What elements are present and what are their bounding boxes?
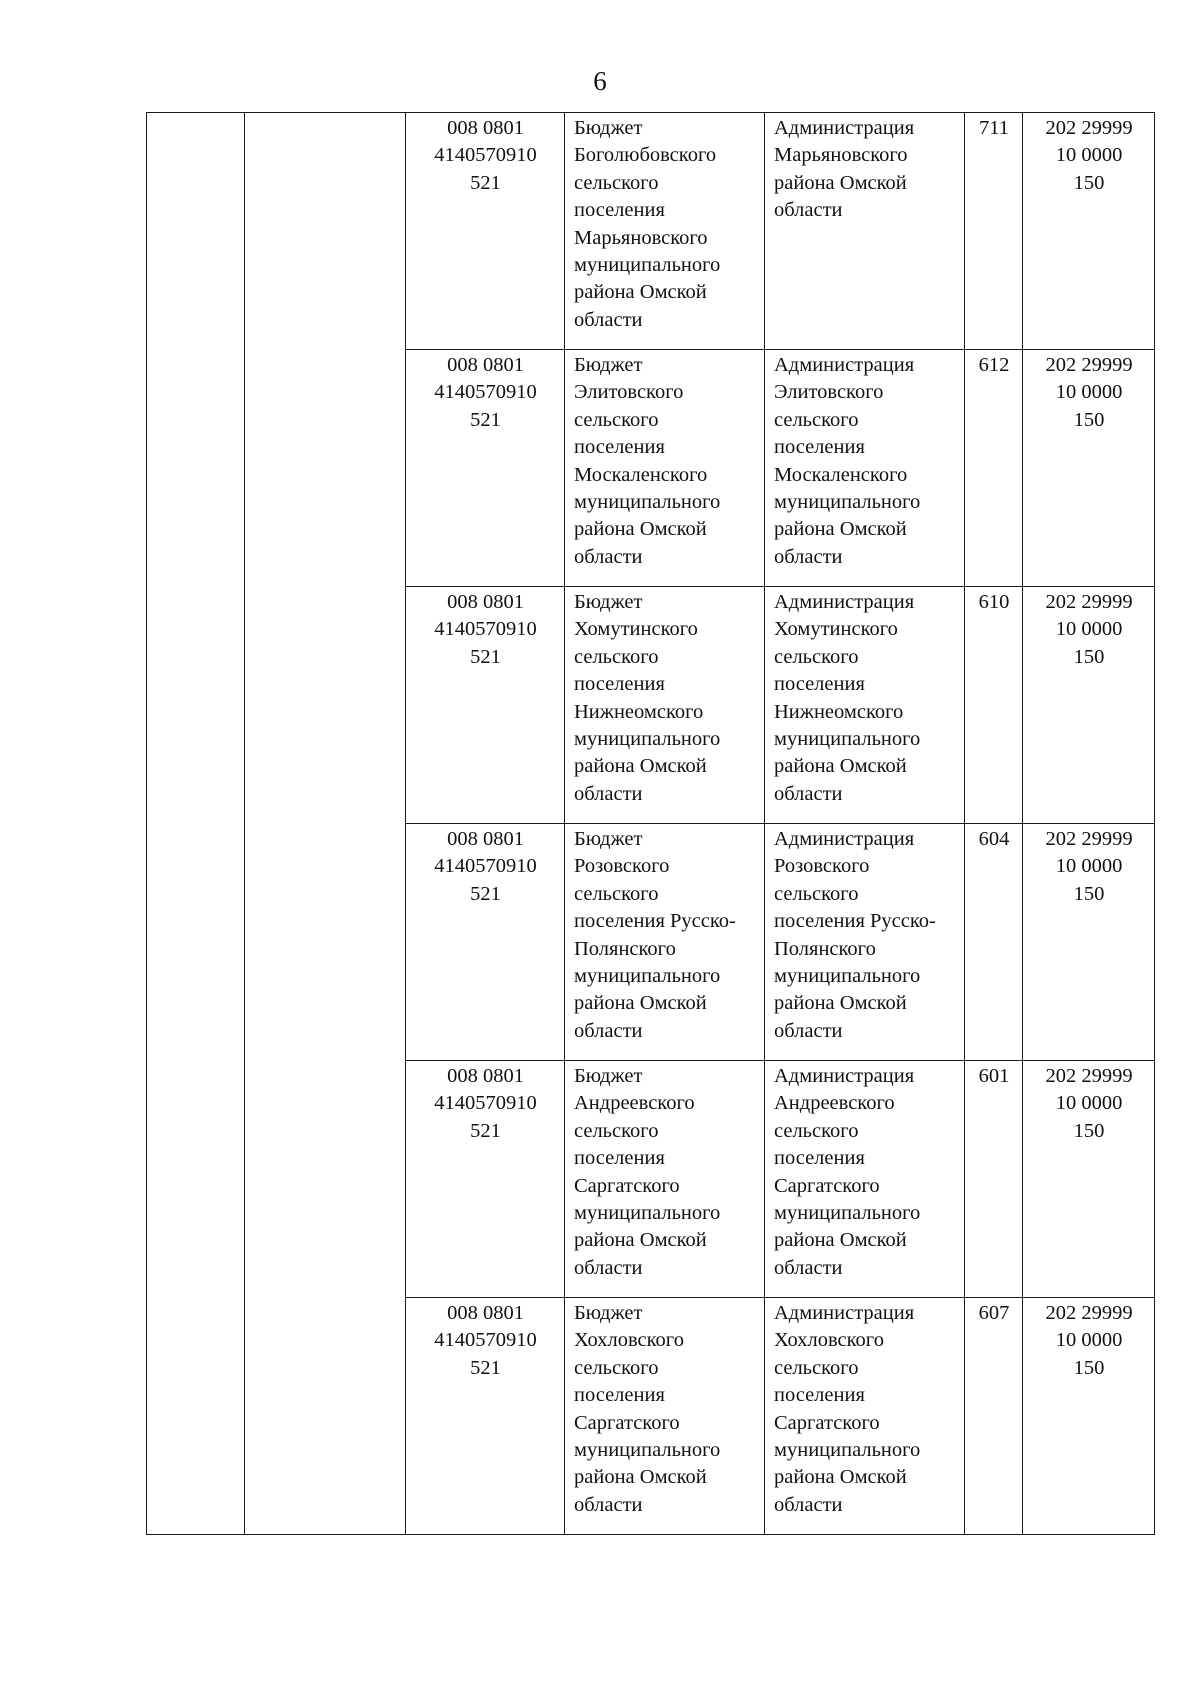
budget-name-cell — [565, 113, 765, 350]
budget-name-cell-line: сельского — [574, 1356, 659, 1379]
budget-name-cell — [565, 1298, 765, 1535]
administration-name-cell-line: муниципального — [774, 491, 921, 514]
administration-name-cell-line: поселения — [774, 1147, 865, 1170]
classification-code-cell-line: 4140570910 — [434, 144, 537, 167]
budget-name-cell-line: Андреевского — [574, 1092, 695, 1115]
administration-name-cell-line: области — [774, 199, 843, 222]
budget-name-cell-line: области — [574, 545, 643, 568]
revenue-code-cell-line: 10 0000 — [1055, 618, 1123, 641]
budget-name-cell-line: сельского — [574, 171, 659, 194]
administration-name-cell-line: сельского — [774, 1119, 859, 1142]
classification-code-cell-line: 521 — [470, 171, 501, 194]
administration-name-cell-line: области — [774, 1019, 843, 1042]
budget-name-cell — [565, 1061, 765, 1298]
administrator-code-cell: 612 — [965, 350, 1023, 587]
classification-code-cell-line: 521 — [470, 408, 501, 431]
budget-name-cell-line: муниципального — [574, 491, 721, 514]
administration-name-cell-line: Администрация — [774, 117, 915, 139]
budget-name-cell-line: Нижнеомского — [574, 700, 704, 723]
revenue-code-cell-line: 150 — [1073, 645, 1105, 668]
classification-code-cell-line: 4140570910 — [434, 381, 537, 404]
budget-name-cell-line: сельского — [574, 882, 659, 905]
administration-name-cell — [765, 1061, 965, 1298]
revenue-code-cell-line: 150 — [1073, 882, 1105, 905]
classification-code-cell-line: 4140570910 — [434, 1329, 537, 1352]
administration-name-cell — [765, 824, 965, 1061]
classification-code-cell — [406, 587, 565, 824]
classification-code-cell-line: 008 0801 — [447, 1065, 524, 1087]
revenue-code-cell-line: 10 0000 — [1055, 855, 1123, 878]
budget-name-cell — [565, 350, 765, 587]
administration-name-cell-line: района Омской — [774, 1229, 907, 1252]
budget-name-cell-line: Марьяновского — [574, 226, 708, 249]
revenue-code-cell — [1023, 587, 1155, 824]
budget-name-cell-line: района Омской — [574, 1466, 707, 1489]
budget-name-cell-line: поселения — [574, 1384, 665, 1407]
budget-name-cell-line: сельского — [574, 645, 659, 668]
administration-name-cell-line: Москаленского — [774, 463, 908, 486]
budget-name-cell-line: поселения Русско- — [574, 910, 736, 933]
budget-name-cell-line: Саргатского — [574, 1411, 680, 1434]
budget-name-cell-line: Хохловского — [574, 1329, 684, 1352]
revenue-code-cell — [1023, 1298, 1155, 1535]
budget-name-cell-line: района Омской — [574, 1229, 707, 1252]
budget-name-cell-line: области — [574, 1019, 643, 1042]
revenue-code-cell-line: 10 0000 — [1055, 144, 1123, 167]
administration-name-cell — [765, 113, 965, 350]
administration-name-cell-line: Розовского — [774, 855, 870, 878]
budget-name-cell-line: Бюджет — [574, 1302, 643, 1324]
revenue-code-cell-line: 150 — [1073, 171, 1105, 194]
budget-name-cell-line: поселения — [574, 673, 665, 696]
administration-name-cell-line: Хомутинского — [774, 618, 898, 641]
classification-code-cell-line: 4140570910 — [434, 1092, 537, 1115]
budget-name-cell-line: муниципального — [574, 1202, 721, 1225]
budget-name-cell-line: поселения — [574, 199, 665, 222]
revenue-code-cell — [1023, 350, 1155, 587]
budget-name-cell-line: Бюджет — [574, 354, 643, 376]
revenue-code-cell — [1023, 824, 1155, 1061]
administration-name-cell-line: муниципального — [774, 1202, 921, 1225]
administration-name-cell-line: области — [774, 782, 843, 805]
administration-name-cell-line: района Омской — [774, 992, 907, 1015]
classification-code-cell — [406, 824, 565, 1061]
administration-name-cell-line: Администрация — [774, 1065, 915, 1087]
budget-name-cell-line: Розовского — [574, 855, 670, 878]
administration-name-cell-line: Элитовского — [774, 381, 884, 404]
budget-name-cell-line: Бюджет — [574, 117, 643, 139]
budget-name-cell-line: муниципального — [574, 965, 721, 988]
administration-name-cell-line: поселения — [774, 673, 865, 696]
administration-name-cell-line: сельского — [774, 1356, 859, 1379]
table-row — [147, 113, 1155, 350]
administration-name-cell-line: района Омской — [774, 518, 907, 541]
budget-name-cell-line: района Омской — [574, 281, 707, 304]
administrator-code-cell: 607 — [965, 1298, 1023, 1535]
budget-name-cell — [565, 824, 765, 1061]
budget-name-cell-line: Хомутинского — [574, 618, 698, 641]
administration-name-cell-line: муниципального — [774, 965, 921, 988]
classification-code-cell — [406, 1298, 565, 1535]
page-number: 6 — [593, 66, 607, 96]
revenue-code-cell-line: 150 — [1073, 408, 1105, 431]
administration-name-cell-line: Марьяновского — [774, 144, 908, 167]
administration-name-cell-line: поселения — [774, 436, 865, 459]
administration-name-cell-line: муниципального — [774, 728, 921, 751]
revenue-code-cell-line: 202 29999 — [1045, 354, 1133, 376]
budget-name-cell-line: района Омской — [574, 518, 707, 541]
classification-code-cell-line: 4140570910 — [434, 855, 537, 878]
administration-name-cell-line: поселения — [774, 1384, 865, 1407]
administration-name-cell — [765, 1298, 965, 1535]
administration-name-cell-line: Полянского — [774, 937, 876, 960]
administration-name-cell-line: Администрация — [774, 1302, 915, 1324]
budget-name-cell-line: области — [574, 782, 643, 805]
revenue-code-cell-line: 150 — [1073, 1356, 1105, 1379]
budget-allocation-table — [146, 112, 1155, 1535]
classification-code-cell-line: 008 0801 — [447, 354, 524, 376]
administrator-code-cell: 601 — [965, 1061, 1023, 1298]
budget-name-cell-line: муниципального — [574, 254, 721, 277]
administration-name-cell-line: сельского — [774, 408, 859, 431]
revenue-code-cell-line: 202 29999 — [1045, 1302, 1133, 1324]
classification-code-cell — [406, 1061, 565, 1298]
administration-name-cell-line: Администрация — [774, 591, 915, 613]
budget-name-cell-line: муниципального — [574, 1439, 721, 1462]
classification-code-cell — [406, 350, 565, 587]
revenue-code-cell-line: 202 29999 — [1045, 828, 1133, 850]
administration-name-cell — [765, 587, 965, 824]
budget-name-cell-line: области — [574, 308, 643, 331]
classification-code-cell-line: 008 0801 — [447, 828, 524, 850]
budget-name-cell-line: области — [574, 1493, 643, 1516]
empty-cell-1 — [147, 113, 245, 1535]
empty-cell-2 — [245, 113, 406, 1535]
budget-name-cell-line: района Омской — [574, 992, 707, 1015]
administration-name-cell-line: сельского — [774, 882, 859, 905]
classification-code-cell-line: 008 0801 — [447, 117, 524, 139]
administrator-code-cell: 711 — [965, 113, 1023, 350]
budget-name-cell-line: района Омской — [574, 755, 707, 778]
administration-name-cell-line: муниципального — [774, 1439, 921, 1462]
administration-name-cell-line: области — [774, 545, 843, 568]
revenue-code-cell-line: 10 0000 — [1055, 1092, 1123, 1115]
budget-name-cell-line: Саргатского — [574, 1174, 680, 1197]
classification-code-cell-line: 521 — [470, 1119, 501, 1142]
classification-code-cell-line: 008 0801 — [447, 591, 524, 613]
budget-name-cell-line: области — [574, 1256, 643, 1279]
budget-name-cell-line: сельского — [574, 1119, 659, 1142]
administration-name-cell-line: Андреевского — [774, 1092, 895, 1115]
administration-name-cell-line: поселения Русско- — [774, 910, 936, 933]
classification-code-cell-line: 521 — [470, 882, 501, 905]
revenue-code-cell-line: 150 — [1073, 1119, 1105, 1142]
classification-code-cell-line: 521 — [470, 1356, 501, 1379]
classification-code-cell-line: 008 0801 — [447, 1302, 524, 1324]
revenue-code-cell-line: 202 29999 — [1045, 1065, 1133, 1087]
administration-name-cell-line: Администрация — [774, 828, 915, 850]
table-body — [147, 113, 1155, 1535]
administration-name-cell-line: района Омской — [774, 171, 907, 194]
budget-name-cell-line: муниципального — [574, 728, 721, 751]
budget-name-cell-line: Бюджет — [574, 828, 643, 850]
administration-name-cell-line: района Омской — [774, 1466, 907, 1489]
budget-name-cell-line: Боголюбовского — [574, 144, 717, 167]
administration-name-cell-line: сельского — [774, 645, 859, 668]
budget-name-cell-line: поселения — [574, 1147, 665, 1170]
budget-name-cell-line: сельского — [574, 408, 659, 431]
budget-name-cell-line: Бюджет — [574, 591, 643, 613]
revenue-code-cell-line: 202 29999 — [1045, 117, 1133, 139]
budget-name-cell-line: Элитовского — [574, 381, 684, 404]
administration-name-cell-line: района Омской — [774, 755, 907, 778]
administration-name-cell — [765, 350, 965, 587]
budget-name-cell-line: Полянского — [574, 937, 676, 960]
administration-name-cell-line: Саргатского — [774, 1174, 880, 1197]
administration-name-cell-line: Нижнеомского — [774, 700, 904, 723]
administration-name-cell-line: области — [774, 1256, 843, 1279]
administration-name-cell-line: Администрация — [774, 354, 915, 376]
budget-name-cell-line: Бюджет — [574, 1065, 643, 1087]
revenue-code-cell-line: 10 0000 — [1055, 1329, 1123, 1352]
budget-name-cell — [565, 587, 765, 824]
administration-name-cell-line: области — [774, 1493, 843, 1516]
revenue-code-cell — [1023, 113, 1155, 350]
budget-name-cell-line: Москаленского — [574, 463, 708, 486]
administrator-code-cell: 604 — [965, 824, 1023, 1061]
revenue-code-cell-line: 10 0000 — [1055, 381, 1123, 404]
classification-code-cell — [406, 113, 565, 350]
revenue-code-cell — [1023, 1061, 1155, 1298]
administrator-code-cell: 610 — [965, 587, 1023, 824]
revenue-code-cell-line: 202 29999 — [1045, 591, 1133, 613]
administration-name-cell-line: Саргатского — [774, 1411, 880, 1434]
classification-code-cell-line: 521 — [470, 645, 501, 668]
classification-code-cell-line: 4140570910 — [434, 618, 537, 641]
administration-name-cell-line: Хохловского — [774, 1329, 884, 1352]
budget-name-cell-line: поселения — [574, 436, 665, 459]
